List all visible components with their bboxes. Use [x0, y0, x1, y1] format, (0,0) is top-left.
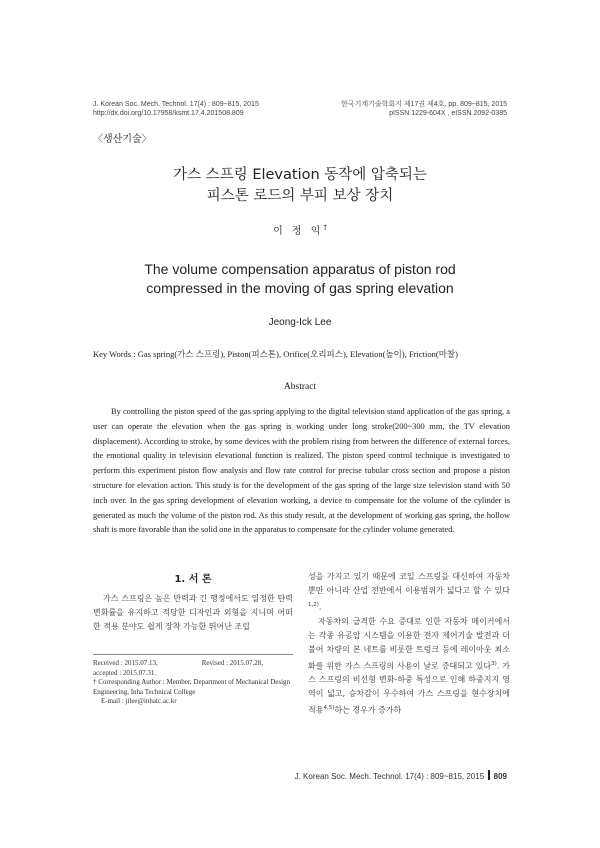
abstract-body [93, 405, 510, 538]
journal-header-left [93, 100, 259, 118]
accepted-date: accepted : 2015.07.31. [93, 668, 157, 677]
abstract-heading: Abstract [283, 382, 317, 392]
intro-paragraph-right-1 [308, 570, 510, 615]
issn-line: pISSN 1229-604X , eISSN 2092-0385 [389, 110, 507, 117]
journal-header-right [341, 100, 507, 118]
page-footer [295, 770, 507, 781]
corresponding-author: † Corresponding Author : Member, Department of Mechanical Design Engineering, Inha Technical College [93, 678, 291, 696]
para2-text: 자동차의 급격한 수요 증대로 인한 자동차 메이커에서는 각종 유공압 시스템을 이용한 전자 제어기술 발전과 더불어 차량의 본 네트를 비롯한 트렁크 등에 레이아웃 최소화를 위한 가스 스프링의 사용이 날로 증대되고 있다 [308, 616, 510, 671]
journal-citation: J. Korean Soc. Mech. Technol. 17(4) : 809~815, 2015 [93, 101, 259, 108]
left-column [93, 592, 293, 634]
para2-mid: . 가스 스프링의 비선형 변화-하중 특성으로 인해 하중지지 영역이 넓고, 승차감이 우수하여 가스 스프링을 현수장치에 적용 [308, 661, 510, 715]
keywords: Key Words : Gas spring(가스 스프링), Piston(피스톤), Orifice(오리피스), Elevation(높이), Friction(마찰) [93, 349, 458, 359]
section-heading-introduction: 1. 서 론 [174, 574, 212, 585]
ref-3: 3) [491, 660, 497, 667]
journal-citation-ko: 한국기계기술학회지 제17권 제4호, pp. 809~815, 2015 [341, 101, 507, 108]
right-column [308, 570, 510, 718]
email[interactable]: E-mail : jilee@inhatc.ac.kr [101, 697, 177, 705]
ref-4-5: 4,5) [323, 705, 335, 712]
para1-end: . [318, 602, 322, 612]
revised-date: Revised : 2015.07.28, [201, 659, 263, 667]
footer-citation: J. Korean Soc. Mech. Technol. 17(4) : 809~815, 2015 [294, 772, 485, 781]
received-date: Received : 2015.07.13, [93, 659, 158, 667]
author-ko [0, 222, 600, 237]
corresponding-mark: † [323, 223, 327, 232]
author-ko-name: 이 정 익 [273, 226, 324, 237]
abstract-text: By controlling the piston speed of the gas spring applying to the digital television stand application of the gas spring, a user can operate the elevation when the gas spring is working under long stroke(200~300 mm, the TV elevation displacement). According to stroke, by some devices with the problem rising from between the difference of external forces, the emotional quality in television elevational function is realized. The piston speed control technique is investigated to perform this experiment piston flow analysis and flow rate control for precise tubular cross section and propose a piston structure for elevation action. This study is for the development of the gas spring of the large size television stand with 50 inch over. In the gas spring development of elevation working, a device to compensate for the volume of the cylinder is generated as much the volume of the piston rod. As this study result, at the development of working gas spring, the hollow shaft is more favorable than the solid one in the apparatus to compensate for the cylinder volume generated. [93, 407, 510, 535]
dates-line-1 [93, 659, 303, 669]
para1-text: 성을 가지고 있기 때문에 코일 스프링을 대신하여 자동차뿐만 아니라 산업 전반에서 이용범위가 넓다고 할 수 있다 [308, 572, 510, 595]
footnote-divider [93, 654, 293, 655]
para2-end: 하는 경우가 증가하 [334, 705, 402, 715]
ref-1-2: 1,2) [308, 602, 319, 608]
title-ko-line2: 피스톤 로드의 부피 보상 장치 [206, 188, 394, 204]
page-number: 809 [493, 772, 507, 781]
footnote [93, 659, 303, 707]
title-en-line1: The volume compensation apparatus of piston rod [144, 261, 456, 277]
footer-divider [488, 770, 490, 780]
title-ko-line1: 가스 스프링 Elevation 동작에 압축되는 [173, 167, 427, 183]
author-en: Jeong-Ick Lee [268, 317, 332, 328]
doi-link[interactable]: http://dx.doi.org/10.17958/ksmt.17.4.201508.809 [93, 110, 244, 117]
section-tag: 〈생산기술〉 [93, 134, 152, 145]
title-en-line2: compressed in the moving of gas spring elevation [146, 280, 454, 296]
intro-paragraph-left: 가스 스프링은 높은 반력과 긴 행정에서도 일정한 탄력 변화률을 유지하고 적당한 디자인과 외형을 지니며 어떠한 적용 분야도 쉽게 장착 가능한 뛰어난 조립 [93, 594, 293, 631]
intro-paragraph-right-2 [308, 615, 510, 718]
